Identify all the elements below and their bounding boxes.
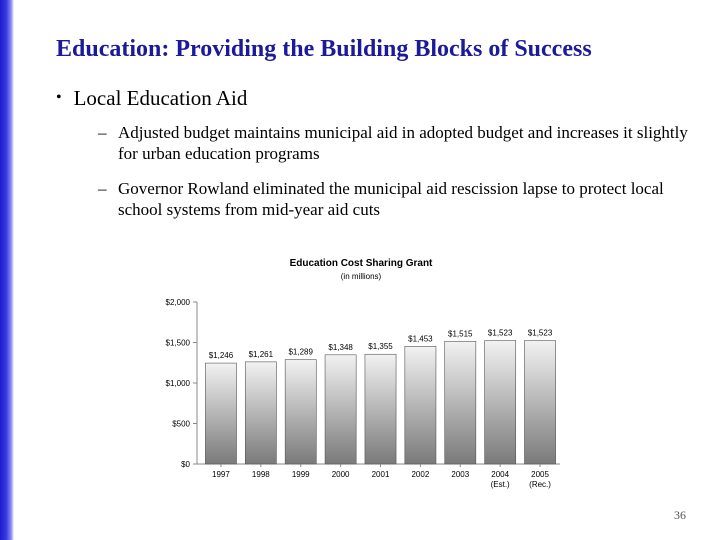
bullet-local-education-aid	[56, 86, 247, 111]
y-tick-label: $500	[172, 419, 190, 429]
data-label: $1,523	[487, 328, 513, 338]
subpoint-municipal-aid	[98, 122, 710, 164]
bar	[445, 341, 476, 464]
bar	[524, 341, 555, 464]
slide-title: Education: Providing the Building Blocks of Success	[56, 36, 592, 62]
bar	[485, 341, 516, 464]
x-tick-label: 1998	[251, 470, 270, 479]
data-label: $1,523	[527, 328, 553, 338]
data-label: $1,453	[408, 334, 433, 344]
x-tick-label: 2001	[371, 470, 390, 479]
chart-title: Education Cost Sharing Grant	[289, 258, 433, 269]
subpoint-dash: –	[98, 123, 107, 142]
y-tick-label: $1,500	[165, 338, 190, 348]
x-tick-note: (Rec.)	[529, 480, 551, 489]
subpoint-dash: –	[98, 179, 107, 198]
subpoint-text: Governor Rowland eliminated the municipal aid rescission lapse to protect local school systems from mid-year aid cuts	[118, 179, 664, 219]
bar	[405, 346, 436, 464]
ecs-grant-chart	[140, 248, 580, 498]
subpoint-rescission-lapse	[98, 178, 710, 220]
bar	[285, 360, 316, 464]
data-label: $1,246	[208, 351, 234, 361]
x-tick-label: 2004	[491, 470, 510, 479]
y-tick-label: $1,000	[165, 379, 190, 388]
bar	[365, 354, 396, 464]
x-tick-note: (Est.)	[490, 480, 510, 489]
y-tick-label: $2,000	[165, 298, 190, 307]
data-label: $1,348	[328, 342, 353, 352]
data-label: $1,289	[288, 347, 313, 357]
data-label: $1,261	[248, 349, 274, 359]
x-tick-label: 1997	[212, 470, 230, 479]
x-tick-label: 2003	[451, 470, 470, 479]
x-tick-label: 1999	[291, 470, 310, 479]
slide-side-bar	[0, 0, 14, 540]
data-label: $1,355	[368, 342, 393, 352]
bullet-dot: •	[56, 89, 62, 106]
bar	[325, 355, 356, 464]
page-number: 36	[674, 508, 686, 522]
x-tick-label: 2005	[531, 470, 549, 479]
chart-subtitle: (in millions)	[340, 272, 382, 281]
bar	[245, 362, 276, 464]
subpoint-text: Adjusted budget maintains municipal aid in adopted budget and increases it slightly for urban education programs	[118, 123, 688, 163]
x-tick-label: 2000	[331, 470, 350, 479]
bullet-text: Local Education Aid	[73, 86, 248, 110]
bar	[205, 363, 236, 464]
y-tick-label: $0	[181, 460, 190, 469]
data-label: $1,515	[448, 329, 473, 339]
x-tick-label: 2002	[411, 470, 430, 479]
